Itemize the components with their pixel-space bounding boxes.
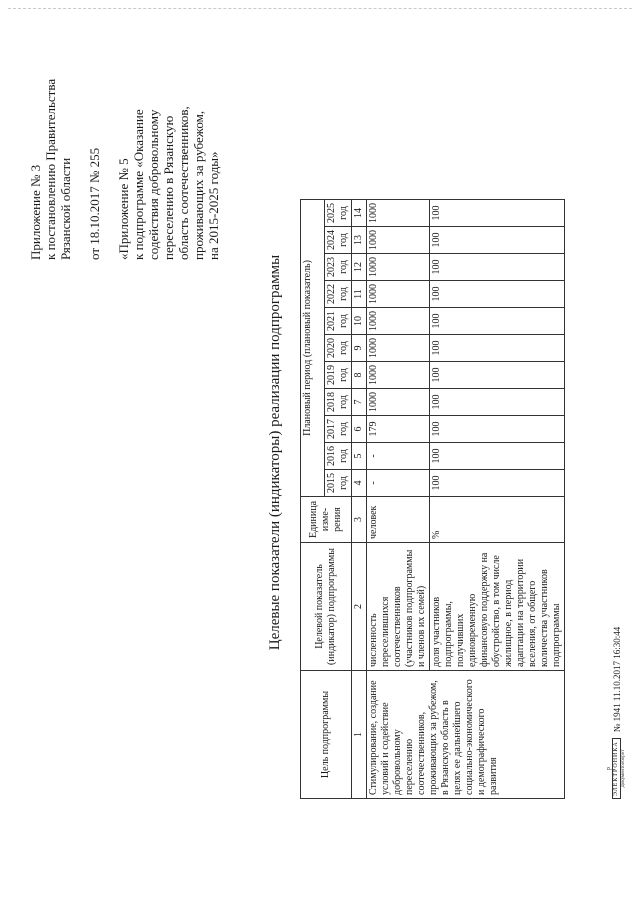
column-number: 1 (352, 671, 367, 799)
column-number: 12 (352, 254, 367, 281)
column-number: 3 (352, 497, 367, 543)
value-cell: 1000 (367, 227, 430, 254)
table-title: Целевые показатели (индикаторы) реализации подпрограммы (267, 254, 283, 651)
value-cell: 1000 (367, 281, 430, 308)
value-cell: 100 (430, 200, 565, 227)
stamp-text: № 1941 11.10.2017 16:30:44 (611, 626, 622, 733)
column-number: 10 (352, 308, 367, 335)
value-cell: 100 (430, 227, 565, 254)
value-cell: 100 (430, 470, 565, 497)
logo-subtitle: Документооборот (621, 749, 626, 788)
year-cell: 2019 год (325, 362, 352, 389)
year-cell: 2025 год (325, 200, 352, 227)
logo-mark: ЭЛЕКТРОНИКА (612, 738, 621, 799)
appendix5-label: «Приложение № 5 (116, 158, 131, 260)
header-goal: Цель подпрограммы (301, 671, 352, 799)
table-row (367, 200, 430, 799)
year-cell: 2022 год (325, 281, 352, 308)
year-cell: 2020 год (325, 335, 352, 362)
edo-logo (606, 738, 627, 799)
value-cell: 100 (430, 254, 565, 281)
header-unit: Единица изме-рения (301, 497, 352, 543)
program-line: на 2015-2025 годы» (206, 151, 221, 260)
program-line: переселению в Рязанскую (161, 115, 176, 260)
program-line: содействия добровольному (146, 109, 161, 260)
region-name: Рязанской области (58, 157, 73, 260)
indicators-table (300, 199, 565, 799)
unit-cell: человек (367, 497, 430, 543)
year-cell: 2023 год (325, 254, 352, 281)
value-cell: 1000 (367, 389, 430, 416)
value-cell: 179 (367, 416, 430, 443)
resolution-date: от 18.10.2017 № 255 (87, 147, 102, 260)
program-line: проживающих за рубежом, (191, 110, 206, 260)
value-cell: - (367, 443, 430, 470)
program-line: к подпрограмме «Оказание (131, 109, 146, 260)
value-cell: 100 (430, 362, 565, 389)
column-number: 11 (352, 281, 367, 308)
registration-stamp (606, 627, 627, 799)
indicator-cell: численность переселившихся соотечественников (участников подпрограммы и членов их семей) (367, 543, 430, 671)
value-cell: 100 (430, 443, 565, 470)
value-cell: 100 (430, 308, 565, 335)
column-number: 14 (352, 200, 367, 227)
year-cell: 2016 год (325, 443, 352, 470)
resolution-reference: к постановлению Правительства (43, 78, 58, 260)
value-cell: 1000 (367, 362, 430, 389)
column-number: 2 (352, 543, 367, 671)
program-line: область соотечественников, (176, 106, 191, 260)
logo-letter: р (606, 767, 612, 771)
column-number: 9 (352, 335, 367, 362)
unit-cell: % (430, 497, 565, 543)
column-number: 8 (352, 362, 367, 389)
goal-cell: Стимулирование, создание условий и содействие добровольному переселению соотечественников, проживающих за рубежом, в Рязанскую область в целях ее дальнейшего социально-экономического и демографического развития (367, 671, 565, 799)
year-cell: 2024 год (325, 227, 352, 254)
value-cell: 100 (430, 416, 565, 443)
value-cell: 100 (430, 281, 565, 308)
value-cell: 1000 (367, 200, 430, 227)
indicator-cell: доля участников подпрограммы, получивших единовременную финансовую поддержку на обустройство, в том числе жилищное, в период адаптации на территории вселения, от общего количества участников подпрограммы (430, 543, 565, 671)
year-cell: 2015 год (325, 470, 352, 497)
value-cell: 100 (430, 335, 565, 362)
column-number: 4 (352, 470, 367, 497)
year-cell: 2017 год (325, 416, 352, 443)
column-number: 13 (352, 227, 367, 254)
year-cell: 2021 год (325, 308, 352, 335)
column-number: 6 (352, 416, 367, 443)
header-indicator: Целевой показатель (индикатор) подпрограммы (301, 543, 352, 671)
value-cell: 1000 (367, 308, 430, 335)
value-cell: - (367, 470, 430, 497)
column-number: 7 (352, 389, 367, 416)
value-cell: 100 (430, 389, 565, 416)
value-cell: 1000 (367, 335, 430, 362)
year-cell: 2018 год (325, 389, 352, 416)
appendix-number: Приложение № 3 (28, 164, 43, 260)
column-number: 5 (352, 443, 367, 470)
header-planned-period: Плановый период (плановый показатель) (301, 200, 325, 497)
document-header (28, 40, 221, 260)
value-cell: 1000 (367, 254, 430, 281)
